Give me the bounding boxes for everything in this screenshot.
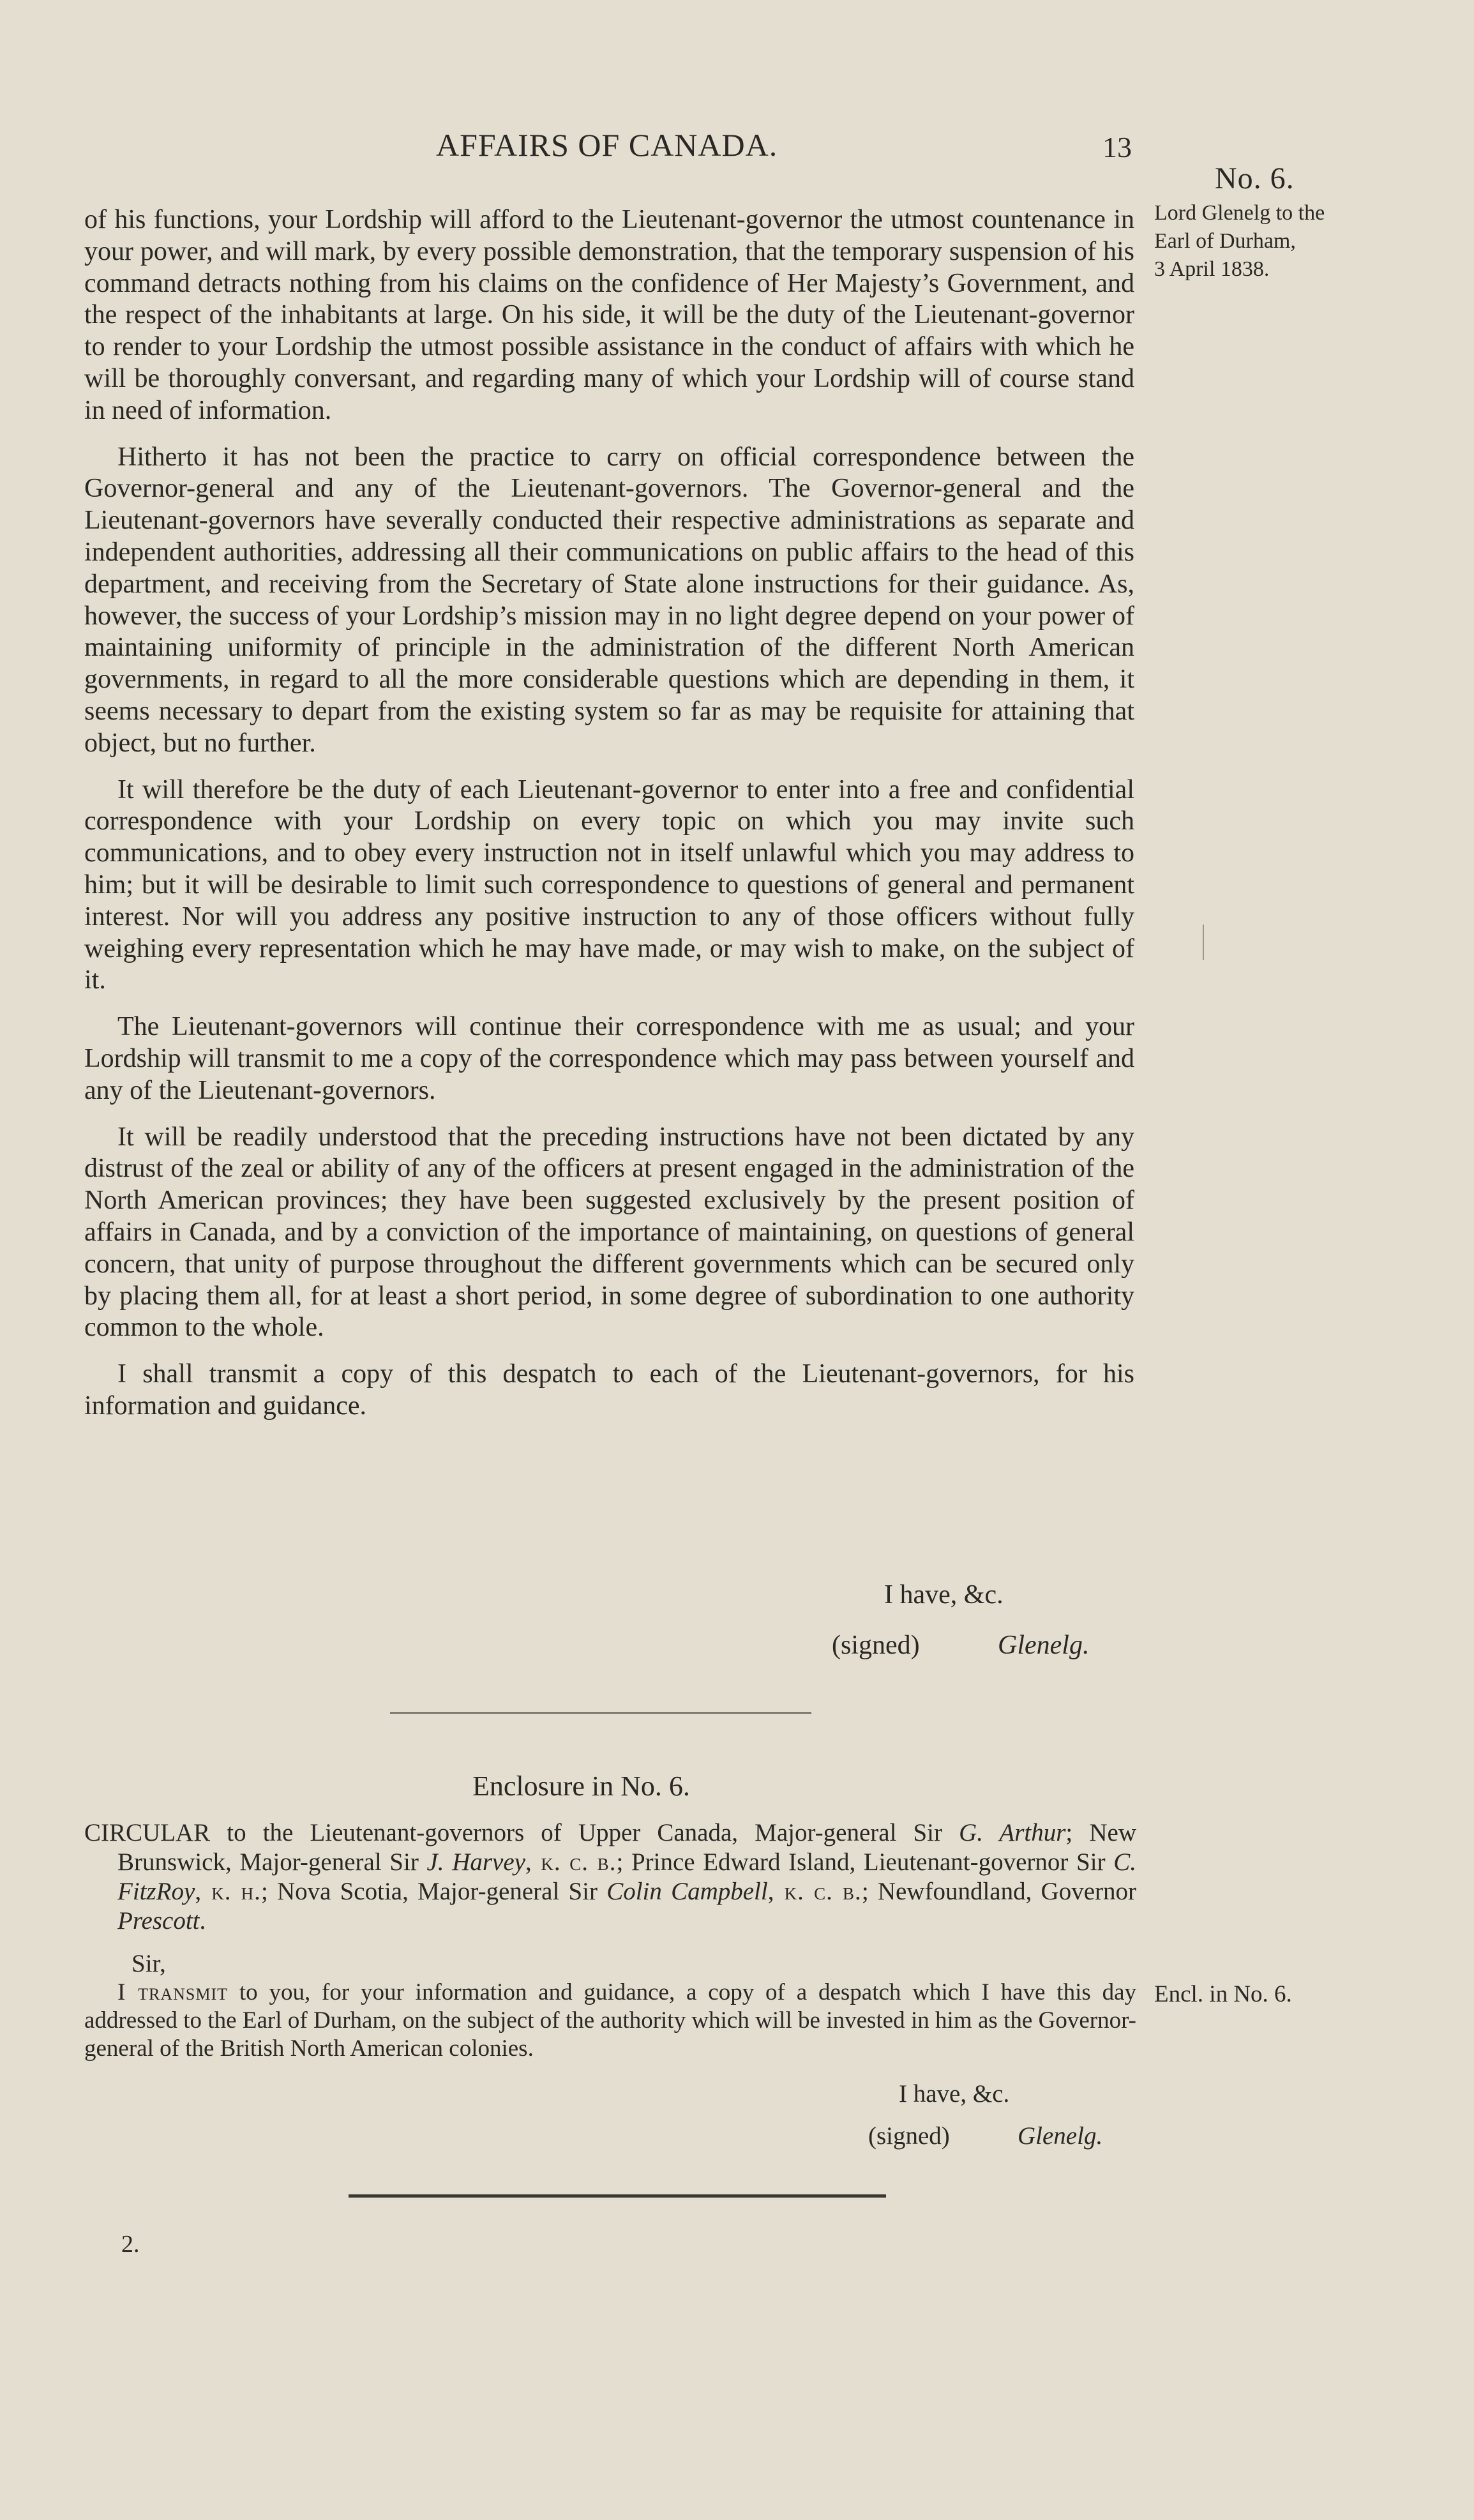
marginal-enclosure-note: Encl. in No. 6. — [1154, 1981, 1292, 2007]
marginal-note-line: Earl of Durham, — [1154, 229, 1296, 253]
circular-text: ; Newfoundland, Governor — [861, 1878, 1136, 1905]
recipient-name: Colin Campbell — [606, 1878, 768, 1905]
enclosure-signature-name: Glenelg. — [1018, 2122, 1103, 2150]
honour-title: , k. c. b. — [767, 1878, 862, 1905]
enclosure-signed-label: (signed) — [868, 2122, 950, 2150]
marginal-document-number: No. 6. — [1215, 162, 1295, 195]
stray-ink-mark — [1203, 924, 1204, 960]
enclosure-signature — [1018, 2122, 1102, 2150]
circular-text: ; Prince Edward Island, Lieutenant-governor Sir — [616, 1848, 1114, 1876]
running-head: AFFAIRS OF CANADA. — [436, 127, 778, 163]
circular-text: ; Nova Scotia, Major-general Sir — [260, 1878, 607, 1905]
salutation: Sir, — [132, 1950, 166, 1977]
enclosure-heading: Enclosure in No. 6. — [472, 1770, 690, 1802]
recipient-name: J. Harvey — [426, 1848, 525, 1876]
marginal-note-line: 3 April 1838. — [1154, 257, 1270, 281]
closing-formula: I have, &c. — [884, 1580, 1004, 1610]
recipient-name: C. FitzRoy — [117, 1848, 1136, 1905]
paragraph: I shall transmit a copy of this despatch to each of the Lieutenant-governors, for his information and guidance. — [84, 1359, 1134, 1421]
paragraph: Hitherto it has not been the practice to carry on official correspondence between the Governor-general and any of the Lieutenant-governors. The Governor-general and the Lieutenant-governors have severally conducted their respective administrations as separate and independent authorities, addressing all their communications on public affairs to the head of this department, and receiving from the Secretary of State alone instructions for their guidance. As, however, the success of your Lordship’s mission may in no light degree depend on your power of maintaining uniformity of principle in the administration of the different North American governments, in regard to all the more considerable questions which are depending in them, it seems necessary to depart from the existing system so far as may be requisite for attaining that object, but no further. — [84, 442, 1134, 758]
circular-text: to the Lieutenant-governors of Upper Canada, Major-general Sir — [210, 1819, 959, 1846]
signature-name: Glenelg. — [998, 1631, 1090, 1660]
circular-address — [84, 1818, 1136, 1936]
honour-title: , k. c. b. — [525, 1848, 617, 1876]
circular-text: . — [199, 1907, 206, 1935]
signature — [998, 1630, 1089, 1661]
transmit-lead: I transmit — [117, 1979, 229, 2005]
page-number: 13 — [1102, 131, 1132, 163]
signature-mark: 2. — [121, 2231, 140, 2258]
marginal-note-line: Lord Glenelg to the — [1154, 201, 1325, 225]
enclosure-body — [84, 1979, 1136, 2063]
paragraph: of his functions, your Lordship will afford to the Lieutenant-governor the utmost countenance in your power, and will mark, by every possible demonstration, that the temporary suspension of his command detracts nothing from his claims on the confidence of Her Majesty’s Government, and the respect of the inhabitants at large. On his side, it will be the duty of the Lieutenant-governor to render to your Lordship the utmost possible assistance in the conduct of affairs with which he will be thoroughly conversant, and regarding many of which your Lordship will of course stand in need of information. — [84, 205, 1134, 425]
paragraph: The Lieutenant-governors will continue their correspondence with me as usual; and your Lordship will transmit to me a copy of the correspondence which may pass between yourself and any of the Lieutenant-governors. — [84, 1012, 1134, 1105]
paragraph: It will be readily understood that the preceding instructions have not been dictated by any distrust of the zeal or ability of any of the officers at present engaged in the administration of the North American provinces; they have been suggested exclusively by the present position of affairs in Canada, and by a conviction of the importance of maintaining, on questions of general concern, that unity of purpose throughout the different governments which can be secured only by placing them all, for at least a short period, in some degree of subordination to one authority common to the whole. — [84, 1122, 1134, 1343]
recipient-name: Prescott — [117, 1907, 200, 1935]
marginal-note — [1154, 199, 1358, 283]
paragraph: It will therefore be the duty of each Lieutenant-governor to enter into a free and confidential correspondence with your Lordship on every topic on which you may invite such communications, and to obey every instruction not in itself unlawful which you may address to him; but it will be desirable to limit such correspondence to questions of general and permanent interest. Nor will you address any positive instruction to any of those officers without fully weighing every representation which he may have made, or may wish to make, on the subject of it. — [84, 774, 1134, 995]
circular-text: ; New Brunswick, Major-general Sir — [117, 1819, 1136, 1876]
end-rule — [349, 2194, 886, 2198]
enclosure-closing-formula: I have, &c. — [899, 2080, 1010, 2108]
honour-title: , k. h. — [195, 1878, 261, 1905]
despatch-body — [84, 204, 1134, 1437]
section-divider — [390, 1712, 811, 1714]
signed-label: (signed) — [832, 1631, 920, 1660]
circular-lead: CIRCULAR — [84, 1819, 211, 1846]
enclosure-text: to you, for your information and guidance, a copy of a despatch which I have this day addressed to the Earl of Durham, on the subject of the authority which will be invested in him as the Governor-general of the British North American colonies. — [84, 1979, 1136, 2062]
recipient-name: G. Arthur — [959, 1819, 1066, 1846]
